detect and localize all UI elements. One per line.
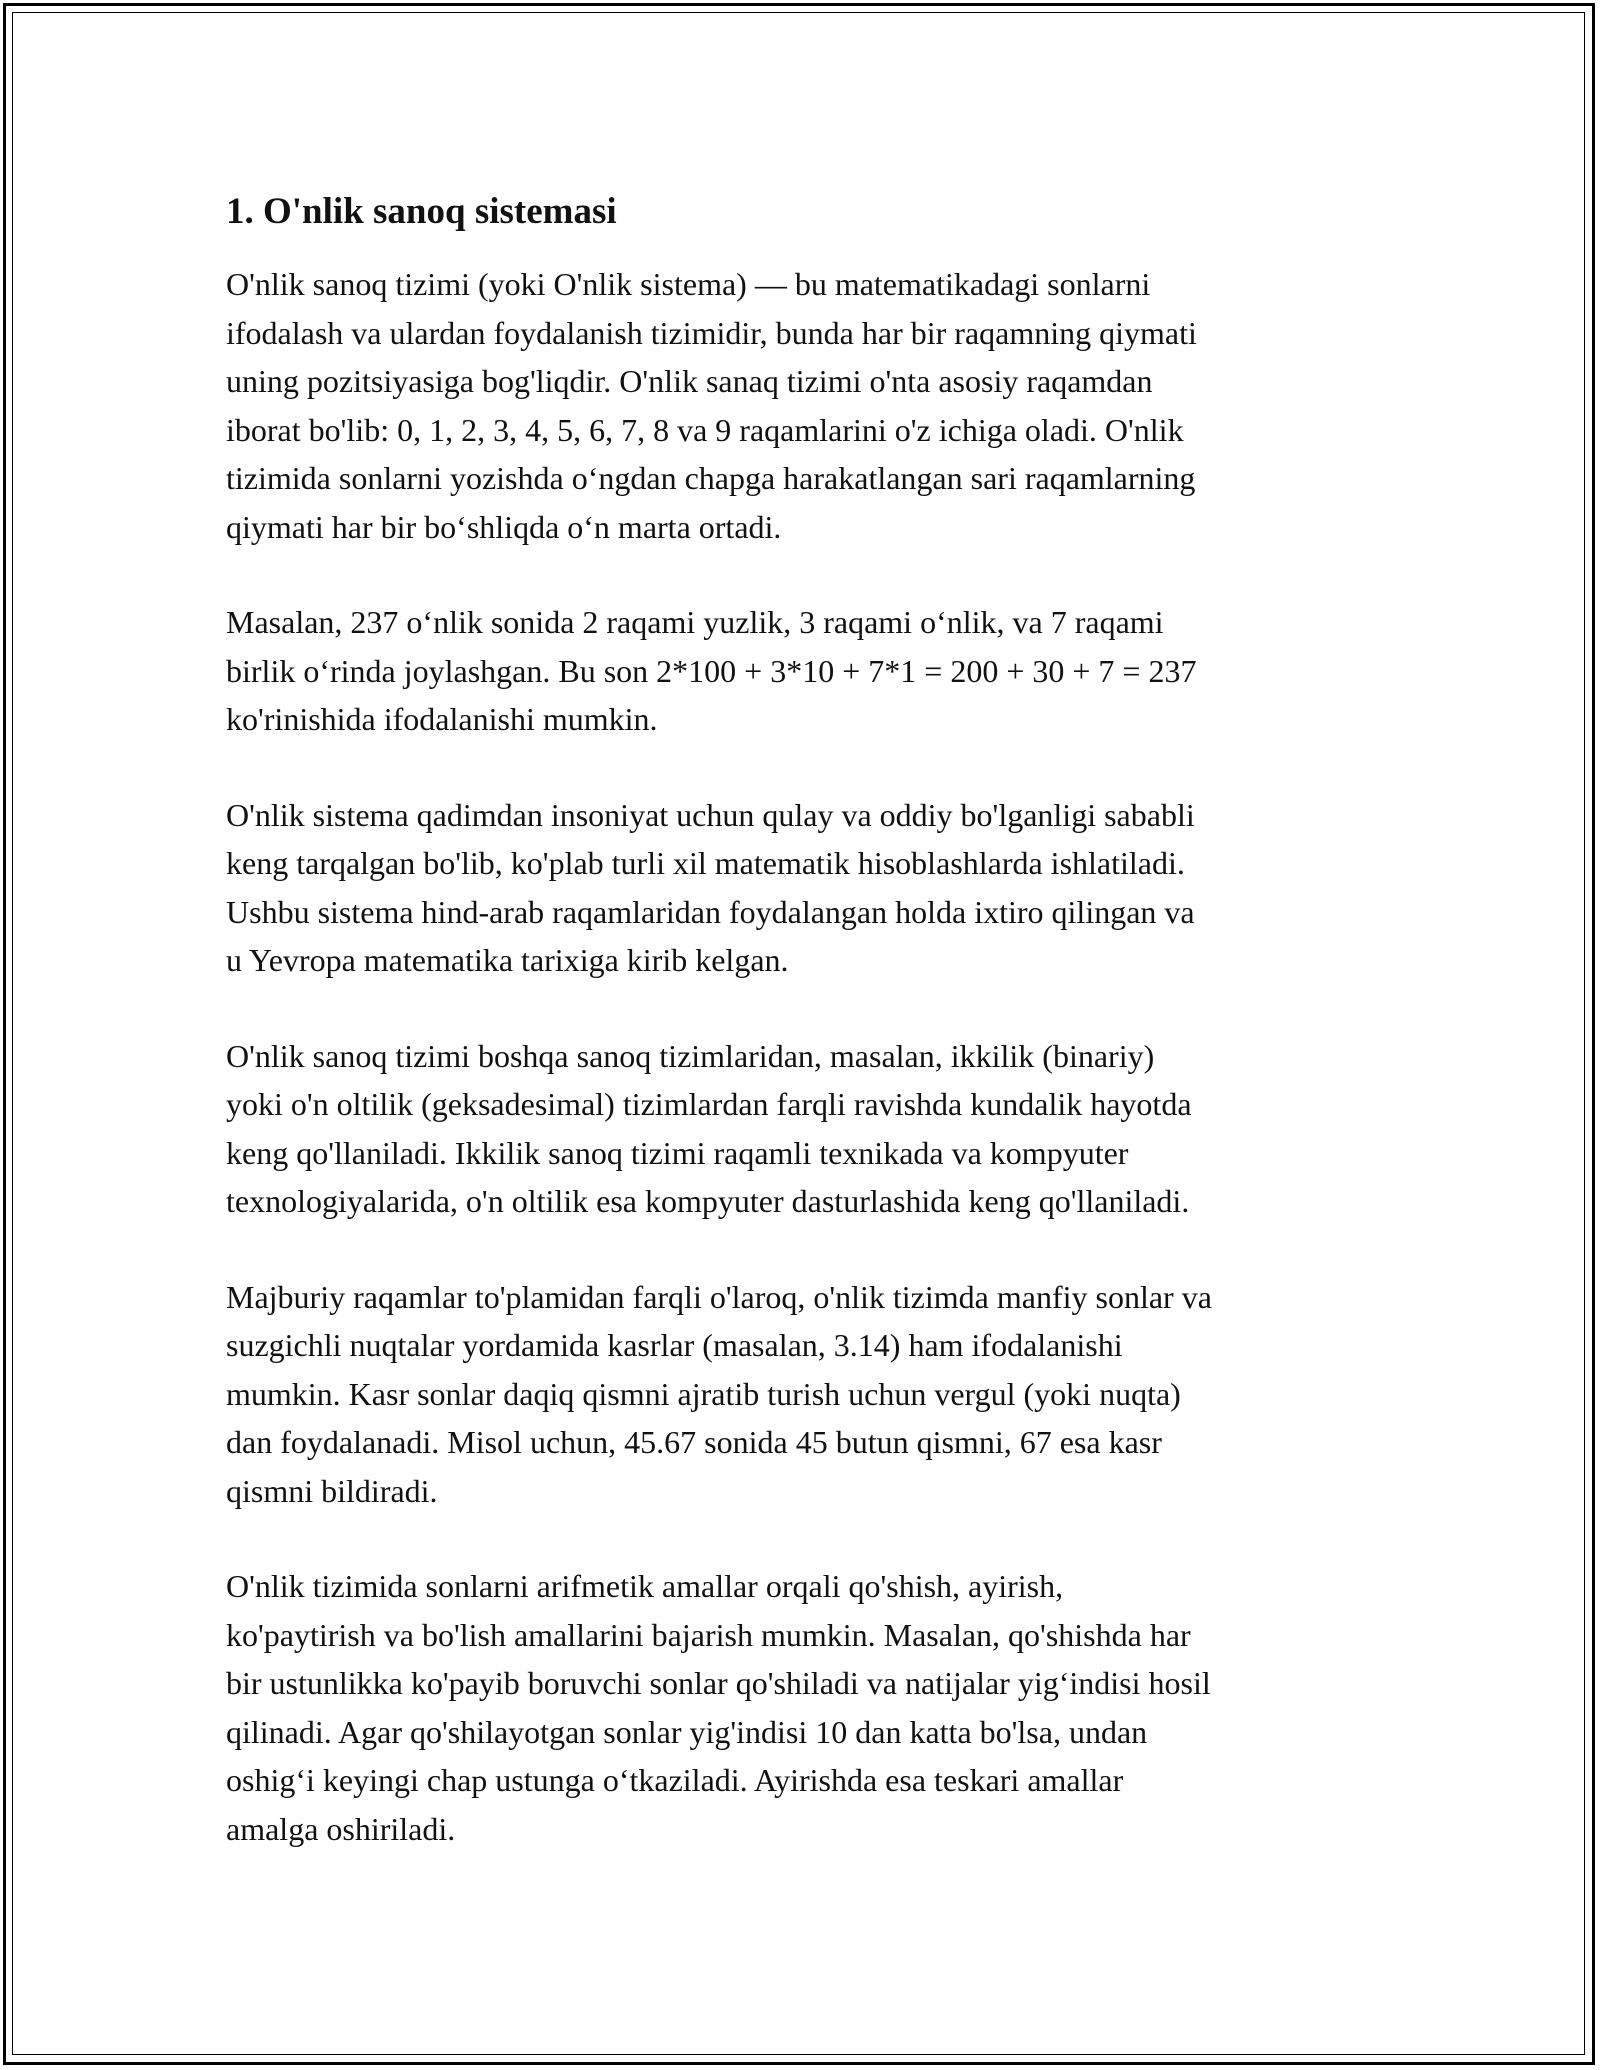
text-line: O'nlik sanoq tizimi boshqa sanoq tizimlaridan, masalan, ikkilik (binariy) bbox=[226, 1037, 1155, 1074]
text-line: O'nlik sistema qadimdan insoniyat uchun qulay va oddiy bo'lganligi sababli bbox=[226, 796, 1195, 833]
text-line: dan foydalanadi. Misol uchun, 45.67 sonida 45 butun qismni, 67 esa kasr bbox=[226, 1424, 1162, 1460]
paragraph-definition bbox=[226, 260, 1376, 551]
text-line: iborat bo'lib: 0, 1, 2, 3, 4, 5, 6, 7, 8 va 9 raqamlarini o'z ichiga oladi. O'nlik bbox=[226, 411, 1184, 448]
text-line: uning pozitsiyasiga bog'liqdir. O'nlik sanaq tizimi o'nta asosiy raqamdan bbox=[226, 363, 1153, 399]
text-line: u Yevropa matematika tarixiga kirib kelgan. bbox=[226, 942, 789, 978]
paragraph-arithmetic bbox=[226, 1562, 1376, 1853]
text-line: ifodalash va ulardan foydalanish tizimidir, bunda har bir raqamning qiymati bbox=[226, 314, 1197, 351]
text-line: qilinadi. Agar qo'shilayotgan sonlar yig'indisi 10 dan katta bo'lsa, undan bbox=[226, 1713, 1148, 1750]
text-line: O'nlik tizimida sonlarni arifmetik amallar orqali qo'shish, ayirish, bbox=[226, 1568, 1064, 1604]
text-line: yoki o'n oltilik (geksadesimal) tizimlardan farqli ravishda kundalik hayotda bbox=[226, 1086, 1192, 1122]
text-line: qismni bildiradi. bbox=[226, 1472, 438, 1509]
text-line: bir ustunlikka ko'payib boruvchi sonlar qo'shiladi va natijalar yig‘indisi hosil bbox=[226, 1665, 1211, 1701]
text-line: birlik o‘rinda joylashgan. Bu son 2*100 + 3*10 + 7*1 = 200 + 30 + 7 = 237 bbox=[226, 652, 1197, 689]
paragraph-history bbox=[226, 791, 1376, 985]
text-line: amalga oshiriladi. bbox=[226, 1810, 456, 1847]
text-line: ko'paytirish va bo'lish amallarini bajarish mumkin. Masalan, qo'shishda har bbox=[226, 1616, 1191, 1653]
text-line: qiymati har bir bo‘shliqda o‘n marta ortadi. bbox=[226, 508, 782, 545]
text-line: keng qo'llaniladi. Ikkilik sanoq tizimi raqamli texnikada va kompyuter bbox=[226, 1134, 1129, 1171]
text-line: tizimida sonlarni yozishda o‘ngdan chapga harakatlangan sari raqamlarning bbox=[226, 460, 1196, 496]
paragraph-fractions bbox=[226, 1273, 1376, 1516]
document-body bbox=[226, 188, 1376, 1900]
text-line: suzgichli nuqtalar yordamida kasrlar (masalan, 3.14) ham ifodalanishi bbox=[226, 1327, 1123, 1363]
paragraph-comparison bbox=[226, 1032, 1376, 1226]
text-line: ko'rinishida ifodalanishi mumkin. bbox=[226, 701, 658, 737]
text-line: keng tarqalgan bo'lib, ko'plab turli xil matematik hisoblashlarda ishlatiladi. bbox=[226, 845, 1185, 881]
paragraph-example bbox=[226, 598, 1376, 744]
text-line: oshig‘i keyingi chap ustunga o‘tkaziladi. Ayirishda esa teskari amallar bbox=[226, 1762, 1124, 1798]
section-heading: 1. O'nlik sanoq sistemasi bbox=[226, 191, 617, 232]
text-line: mumkin. Kasr sonlar daqiq qismni ajratib turish uchun vergul (yoki nuqta) bbox=[226, 1375, 1181, 1412]
text-line: Majburiy raqamlar to'plamidan farqli o'laroq, o'nlik tizimda manfiy sonlar va bbox=[226, 1278, 1212, 1315]
text-line: Masalan, 237 o‘nlik sonida 2 raqami yuzlik, 3 raqami o‘nlik, va 7 raqami bbox=[226, 604, 1164, 640]
text-line: O'nlik sanoq tizimi (yoki O'nlik sistema) — bu matematikadagi sonlarni bbox=[226, 266, 1151, 302]
text-line: texnologiyalarida, o'n oltilik esa kompyuter dasturlashida keng qo'llaniladi. bbox=[226, 1183, 1190, 1219]
text-line: Ushbu sistema hind-arab raqamlaridan foydalangan holda ixtiro qilingan va bbox=[226, 893, 1195, 930]
